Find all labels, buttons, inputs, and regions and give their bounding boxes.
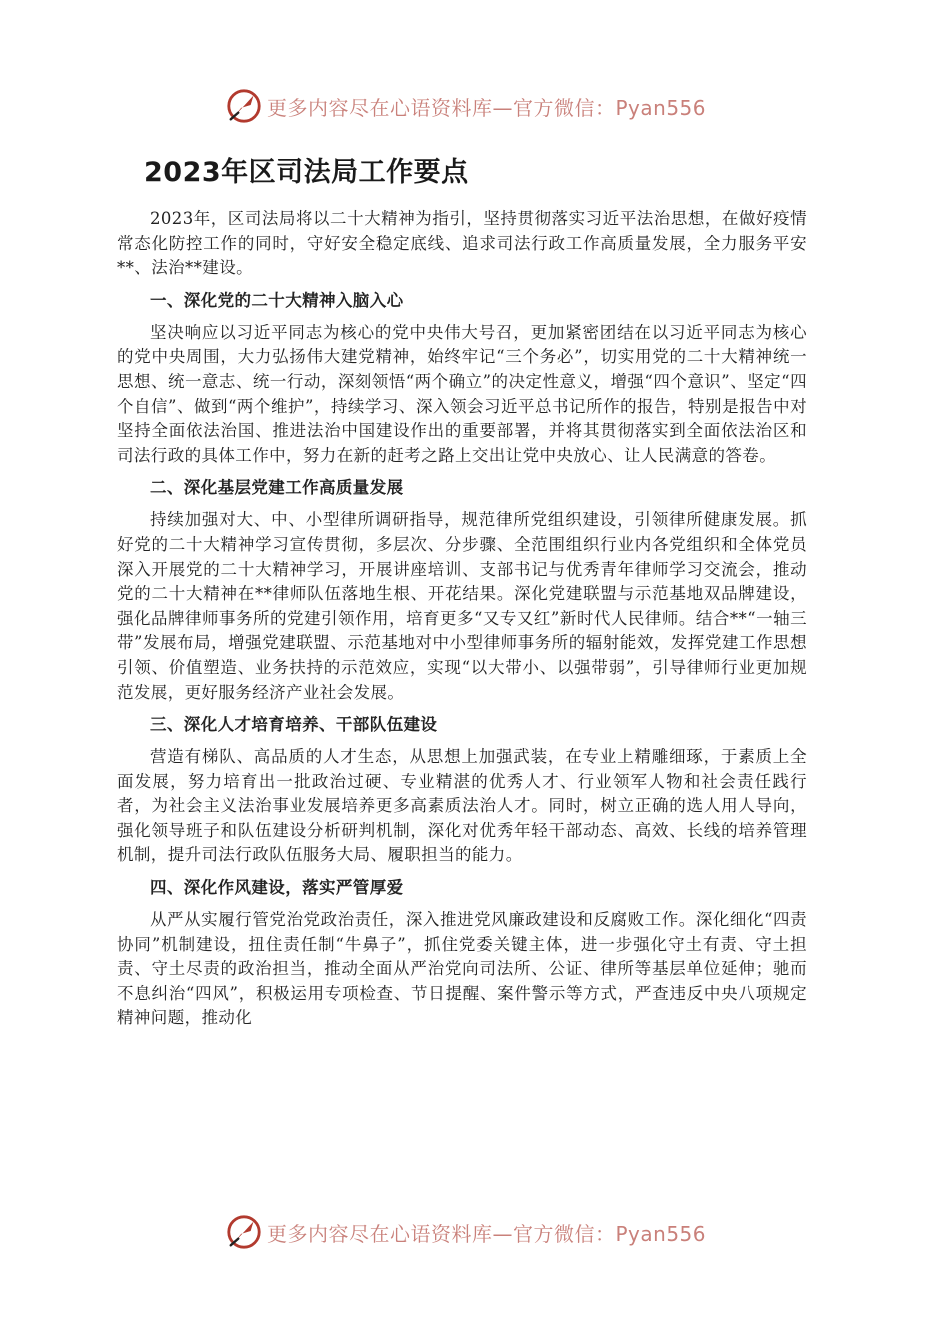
section-paragraph: 持续加强对大、中、小型律所调研指导，规范律所党组织建设，引领律所健康发展。抓好党的二十大精神学习宣传贯彻，多层次、分步骤、全范围组织行业内各党组织和全体党员深入开展党的二十大精神学习，开展讲座培训、支部书记与优秀青年律师学习交流会，推动党的二十大精神在**律师队伍落地生根、开花结果。深化党建联盟与示范基地双品牌建设，强化品牌律师事务所的党建引领作用，培育更多“又专又红”新时代人民律师。结合**“一轴三带”发展布局，增强党建联盟、示范基地对中小型律师事务所的辐射能效，发挥党建工作思想引领、价值塑造、业务扶持的示范效应，实现“以大带小、以强带弱”，引导律师行业更加规范发展，更好服务经济产业社会发展。 (117, 510, 807, 702)
section-paragraph: 坚决响应以习近平同志为核心的党中央伟大号召，更加紧密团结在以习近平同志为核心的党中央周围，大力弘扬伟大建党精神，始终牢记“三个务必”，切实用党的二十大精神统一思想、统一意志、统一行动，深刻领悟“两个确立”的决定性意义，增强“四个意识”、坚定“四个自信”、做到“两个维护”，持续学习、深入领会习近平总书记所作的报告，特别是报告中对坚持全面依法治国、推进法治中国建设作出的重要部署，并将其贯彻落实到全面依法治区和司法行政的具体工作中，努力在新的赶考之路上交出让党中央放心、让人民满意的答卷。 (117, 322, 807, 465)
intro-paragraph: 2023年，区司法局将以二十大精神为指引，坚持贯彻落实习近平法治思想，在做好疫情常态化防控工作的同时，守好安全稳定底线、追求司法行政工作高质量发展，全力服务平安**、法治**建设。 (117, 209, 807, 278)
watermark-text: 更多内容尽在心语资料库—官方微信：Pyan556 (267, 95, 707, 120)
section-heading: 四、深化作风建设，落实严管厚爱 (150, 878, 404, 898)
section-paragraph: 营造有梯队、高品质的人才生态，从思想上加强武装，在专业上精雕细琢，于素质上全面发展，努力培育出一批政治过硬、专业精湛的优秀人才、行业领军人物和社会责任践行者，为社会主义法治事业发展培养更多高素质法治人才。同时，树立正确的选人用人导向，强化领导班子和队伍建设分析研判机制，深化对优秀年轻干部动态、高效、长线的培养管理机制，提升司法行政队伍服务大局、履职担当的能力。 (117, 747, 807, 865)
document-title: 2023年区司法局工作要点 (144, 157, 469, 188)
quill-logo-icon (225, 1213, 263, 1251)
section-heading: 二、深化基层党建工作高质量发展 (150, 478, 404, 498)
watermark-banner-bottom (225, 1210, 706, 1254)
section-paragraph: 从严从实履行管党治党政治责任，深入推进党风廉政建设和反腐败工作。深化细化“四责协同”机制建设，扭住责任制“牛鼻子”，抓住党委关键主体，进一步强化守土有责、守土担责、守土尽责的政治担当，推动全面从严治党向司法所、公证、律所等基层单位延伸；驰而不息纠治“四风”，积极运用专项检查、节日提醒、案件警示等方式，严查违反中央八项规定精神问题，推动化 (117, 910, 807, 1028)
section-heading: 一、深化党的二十大精神入脑入心 (150, 290, 404, 310)
section-heading: 三、深化人才培育培养、干部队伍建设 (150, 715, 438, 735)
document-body (117, 207, 807, 1031)
watermark-text: 更多内容尽在心语资料库—官方微信：Pyan556 (267, 1221, 707, 1246)
